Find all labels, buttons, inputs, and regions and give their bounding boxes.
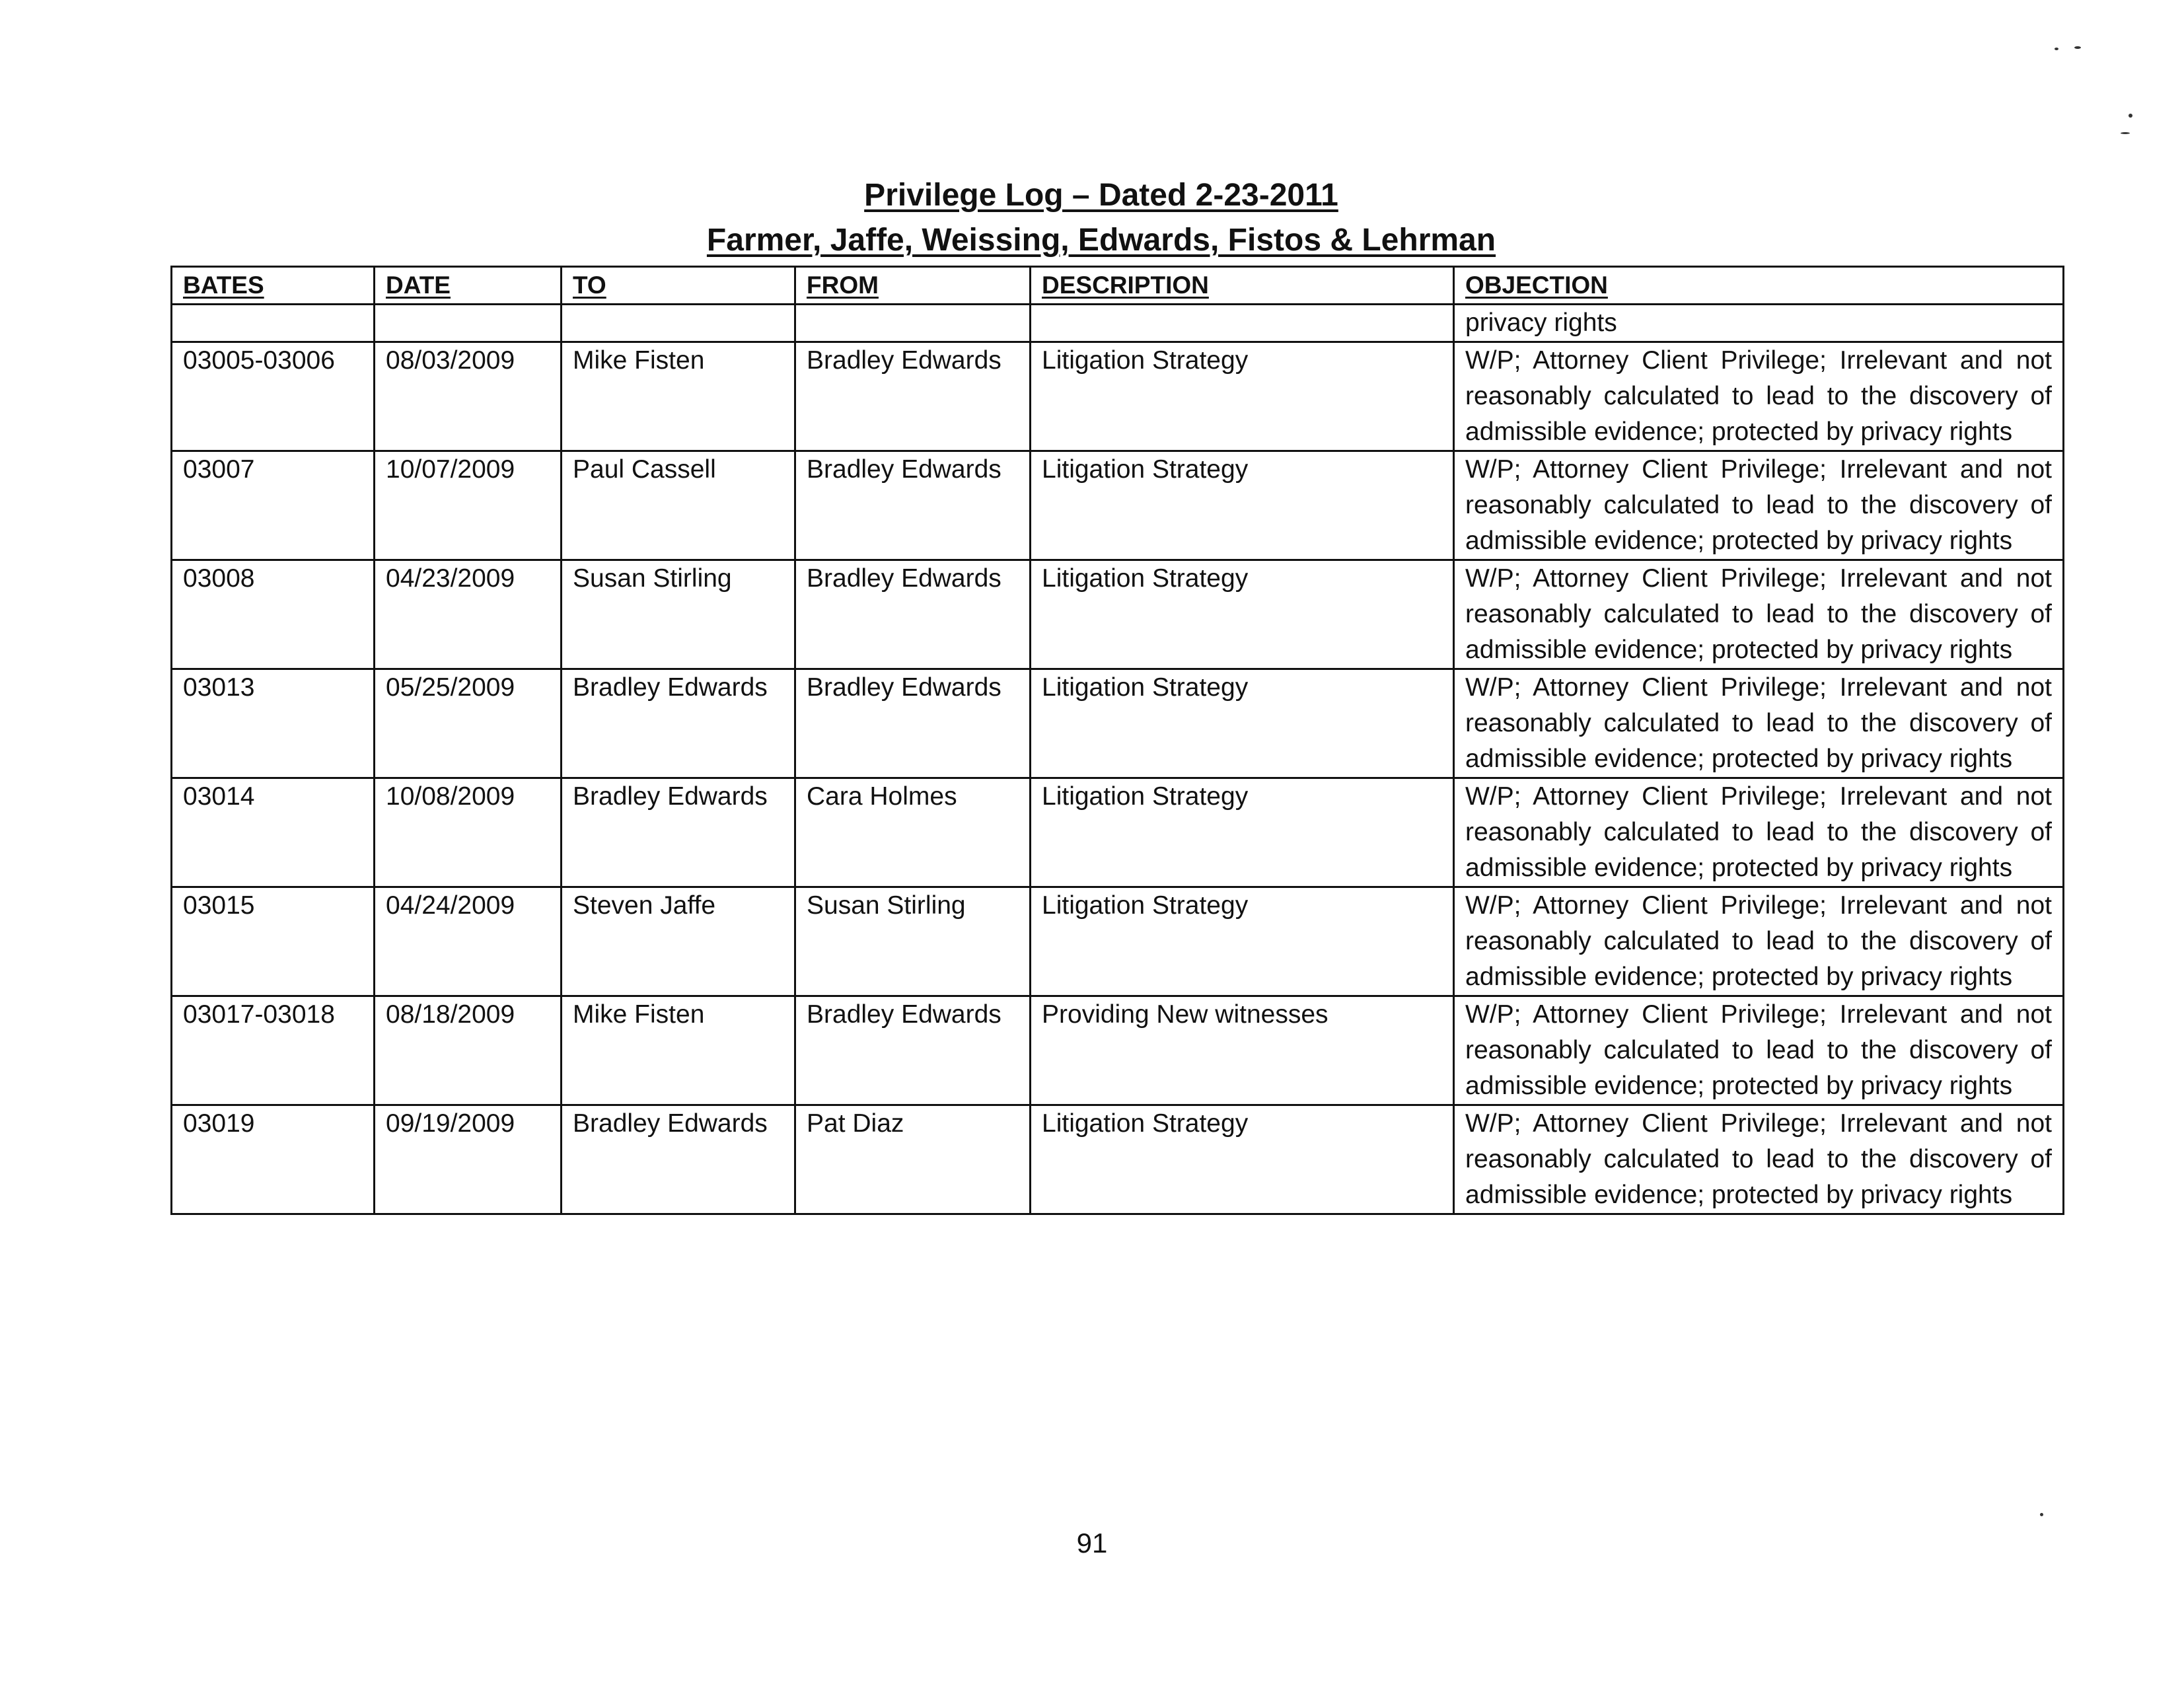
scan-speck bbox=[2121, 132, 2130, 134]
cell-from: Cara Holmes bbox=[795, 778, 1031, 887]
cell-to: Susan Stirling bbox=[562, 560, 795, 669]
cell-from: Bradley Edwards bbox=[795, 669, 1031, 778]
table-cell bbox=[795, 305, 1031, 342]
cell-bates: 03017-03018 bbox=[172, 996, 375, 1105]
scan-speck bbox=[2074, 46, 2081, 49]
cell-date: 10/08/2009 bbox=[375, 778, 562, 887]
column-header-to: TO bbox=[562, 267, 795, 305]
cell-date: 05/25/2009 bbox=[375, 669, 562, 778]
table-row bbox=[172, 669, 2064, 778]
table-cell bbox=[1031, 305, 1454, 342]
page-number: 91 bbox=[1076, 1527, 1108, 1559]
cell-from: Bradley Edwards bbox=[795, 560, 1031, 669]
table-cell bbox=[172, 305, 375, 342]
scan-speck bbox=[2055, 48, 2058, 50]
cell-bates: 03007 bbox=[172, 451, 375, 560]
column-header-date: DATE bbox=[375, 267, 562, 305]
cell-objection: W/P; Attorney Client Privilege; Irrelevant and not reasonably calculated to lead to the discovery of admissible evidence; protected by privacy rights bbox=[1454, 996, 2064, 1105]
cell-bates: 03014 bbox=[172, 778, 375, 887]
table-cell bbox=[562, 305, 795, 342]
cell-objection: W/P; Attorney Client Privilege; Irrelevant and not reasonably calculated to lead to the discovery of admissible evidence; protected by privacy rights bbox=[1454, 778, 2064, 887]
page-title: Privilege Log – Dated 2-23-2011 bbox=[864, 178, 1338, 213]
cell-bates: 03008 bbox=[172, 560, 375, 669]
cell-description: Litigation Strategy bbox=[1031, 342, 1454, 451]
cell-description: Litigation Strategy bbox=[1031, 778, 1454, 887]
scan-speck bbox=[2040, 1513, 2043, 1516]
cell-to: Paul Cassell bbox=[562, 451, 795, 560]
cell-to: Mike Fisten bbox=[562, 996, 795, 1105]
table-row bbox=[172, 1105, 2064, 1214]
cell-objection: W/P; Attorney Client Privilege; Irrelevant and not reasonably calculated to lead to the discovery of admissible evidence; protected by privacy rights bbox=[1454, 451, 2064, 560]
cell-to: Steven Jaffe bbox=[562, 887, 795, 996]
cell-description: Providing New witnesses bbox=[1031, 996, 1454, 1105]
table-header-row bbox=[172, 267, 2064, 305]
cell-description: Litigation Strategy bbox=[1031, 669, 1454, 778]
cell-bates: 03019 bbox=[172, 1105, 375, 1214]
cell-date: 10/07/2009 bbox=[375, 451, 562, 560]
cell-to: Mike Fisten bbox=[562, 342, 795, 451]
cell-date: 08/18/2009 bbox=[375, 996, 562, 1105]
cell-description: Litigation Strategy bbox=[1031, 1105, 1454, 1214]
cell-date: 04/24/2009 bbox=[375, 887, 562, 996]
column-header-description: DESCRIPTION bbox=[1031, 267, 1454, 305]
table-row bbox=[172, 996, 2064, 1105]
table-row bbox=[172, 342, 2064, 451]
privilege-log-table bbox=[170, 266, 2064, 1215]
cell-from: Bradley Edwards bbox=[795, 451, 1031, 560]
cell-bates: 03015 bbox=[172, 887, 375, 996]
table-row bbox=[172, 560, 2064, 669]
scan-speck bbox=[2129, 114, 2132, 118]
cell-bates: 03013 bbox=[172, 669, 375, 778]
column-header-objection: OBJECTION bbox=[1454, 267, 2064, 305]
column-header-bates: BATES bbox=[172, 267, 375, 305]
cell-description: Litigation Strategy bbox=[1031, 887, 1454, 996]
table-cell bbox=[375, 305, 562, 342]
cell-objection: W/P; Attorney Client Privilege; Irrelevant and not reasonably calculated to lead to the discovery of admissible evidence; protected by privacy rights bbox=[1454, 669, 2064, 778]
cell-from: Susan Stirling bbox=[795, 887, 1031, 996]
page-subtitle: Farmer, Jaffe, Weissing, Edwards, Fistos & Lehrman bbox=[706, 223, 1496, 258]
cell-to: Bradley Edwards bbox=[562, 778, 795, 887]
cell-objection: W/P; Attorney Client Privilege; Irrelevant and not reasonably calculated to lead to the discovery of admissible evidence; protected by privacy rights bbox=[1454, 1105, 2064, 1214]
carryover-objection-cell: privacy rights bbox=[1454, 305, 2064, 342]
cell-objection: W/P; Attorney Client Privilege; Irrelevant and not reasonably calculated to lead to the discovery of admissible evidence; protected by privacy rights bbox=[1454, 560, 2064, 669]
table-row bbox=[172, 778, 2064, 887]
cell-description: Litigation Strategy bbox=[1031, 560, 1454, 669]
cell-date: 08/03/2009 bbox=[375, 342, 562, 451]
cell-from: Bradley Edwards bbox=[795, 342, 1031, 451]
table-row bbox=[172, 451, 2064, 560]
cell-description: Litigation Strategy bbox=[1031, 451, 1454, 560]
cell-to: Bradley Edwards bbox=[562, 1105, 795, 1214]
cell-objection: W/P; Attorney Client Privilege; Irrelevant and not reasonably calculated to lead to the discovery of admissible evidence; protected by privacy rights bbox=[1454, 342, 2064, 451]
cell-from: Bradley Edwards bbox=[795, 996, 1031, 1105]
cell-from: Pat Diaz bbox=[795, 1105, 1031, 1214]
column-header-from: FROM bbox=[795, 267, 1031, 305]
table-row bbox=[172, 887, 2064, 996]
cell-date: 04/23/2009 bbox=[375, 560, 562, 669]
cell-bates: 03005-03006 bbox=[172, 342, 375, 451]
cell-objection: W/P; Attorney Client Privilege; Irrelevant and not reasonably calculated to lead to the discovery of admissible evidence; protected by privacy rights bbox=[1454, 887, 2064, 996]
cell-to: Bradley Edwards bbox=[562, 669, 795, 778]
cell-date: 09/19/2009 bbox=[375, 1105, 562, 1214]
carryover-row bbox=[172, 305, 2064, 342]
